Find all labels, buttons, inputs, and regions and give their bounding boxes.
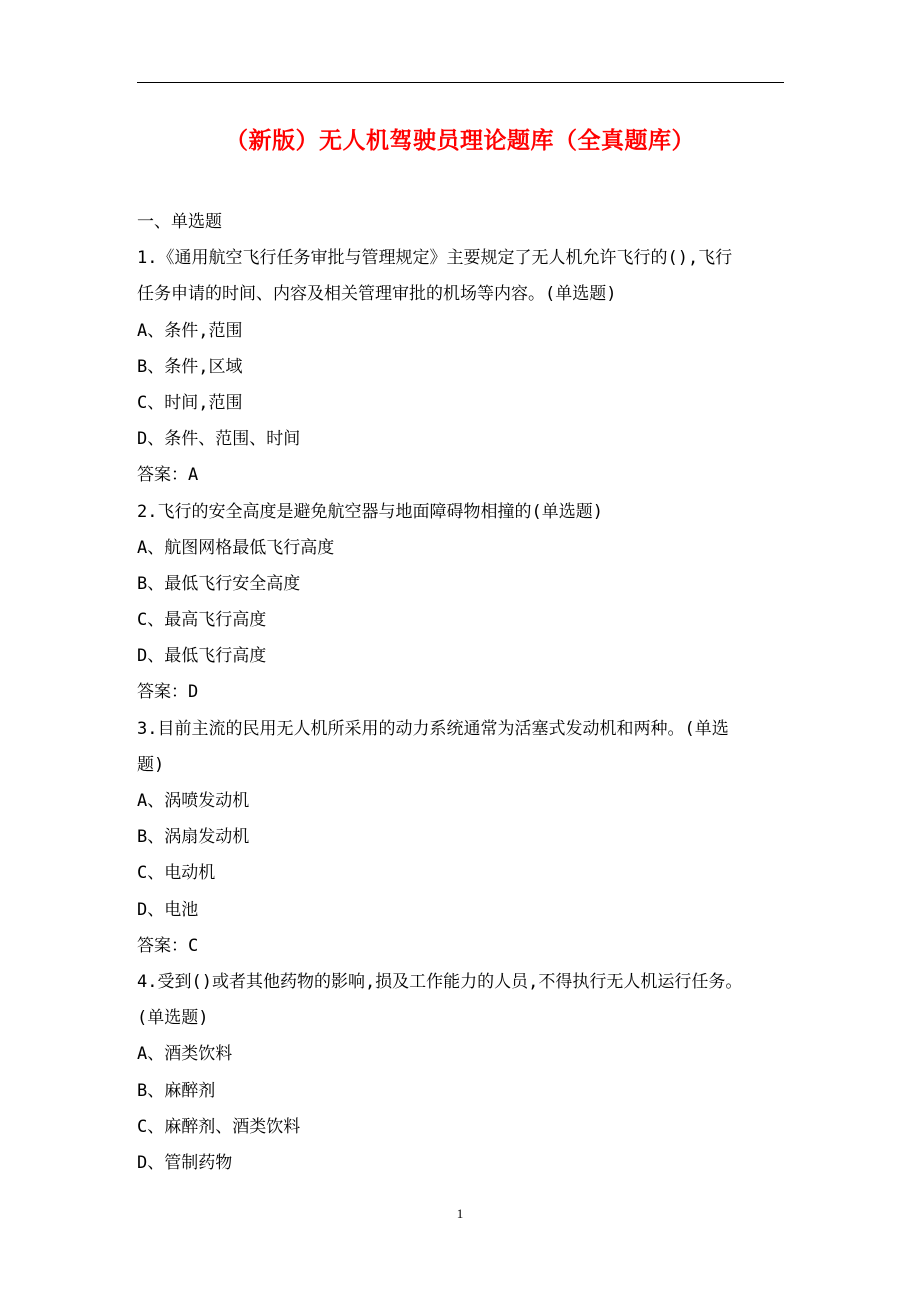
question-3-stem-line-2: 题) <box>137 754 165 775</box>
question-2-answer: 答案：D <box>137 682 199 703</box>
question-3-answer: 答案：C <box>137 935 199 956</box>
question-3-option-a: A、涡喷发动机 <box>137 791 250 811</box>
section-heading: 一、单选题 <box>137 212 222 232</box>
question-1-answer: 答案：A <box>137 465 199 486</box>
question-2-option-d: D、最低飞行高度 <box>137 646 267 667</box>
question-1-option-c: C、时间,范围 <box>137 392 243 413</box>
header-rule <box>137 82 784 83</box>
question-3-stem-line-1: 3.目前主流的民用无人机所采用的动力系统通常为活塞式发动机和两种。(单选 <box>137 718 729 739</box>
question-4-option-d: D、管制药物 <box>137 1152 233 1173</box>
question-4-stem-line-2: (单选题) <box>137 1008 209 1029</box>
question-1-stem-line-2: 任务申请的时间、内容及相关管理审批的机场等内容。(单选题) <box>137 284 617 305</box>
question-3-option-c: C、电动机 <box>137 863 216 884</box>
question-3-option-d: D、电池 <box>137 899 199 920</box>
question-2-option-a: A、航图网格最低飞行高度 <box>137 537 335 558</box>
document-title: （新版）无人机驾驶员理论题库（全真题库） <box>225 128 695 154</box>
question-4-stem-line-1: 4.受到()或者其他药物的影响,损及工作能力的人员,不得执行无人机运行任务。 <box>137 971 743 992</box>
question-3-option-b: B、涡扇发动机 <box>137 827 250 848</box>
question-2-stem-line-1: 2.飞行的安全高度是避免航空器与地面障碍物相撞的(单选题) <box>137 501 603 522</box>
page-number: 1 <box>456 1206 464 1221</box>
question-4-option-c: C、麻醉剂、酒类饮料 <box>137 1116 301 1137</box>
question-1-option-d: D、条件、范围、时间 <box>137 429 301 450</box>
document-body <box>137 204 787 1181</box>
question-2-option-b: B、最低飞行安全高度 <box>137 573 301 594</box>
question-4-option-b: B、麻醉剂 <box>137 1080 216 1101</box>
question-2-option-c: C、最高飞行高度 <box>137 610 267 631</box>
question-1-option-a: A、条件,范围 <box>137 320 243 341</box>
question-1-option-b: B、条件,区域 <box>137 356 243 377</box>
question-1-stem-line-1: 1.《通用航空飞行任务审批与管理规定》主要规定了无人机允许飞行的(),飞行 <box>137 248 733 269</box>
question-4-option-a: A、酒类饮料 <box>137 1044 233 1065</box>
